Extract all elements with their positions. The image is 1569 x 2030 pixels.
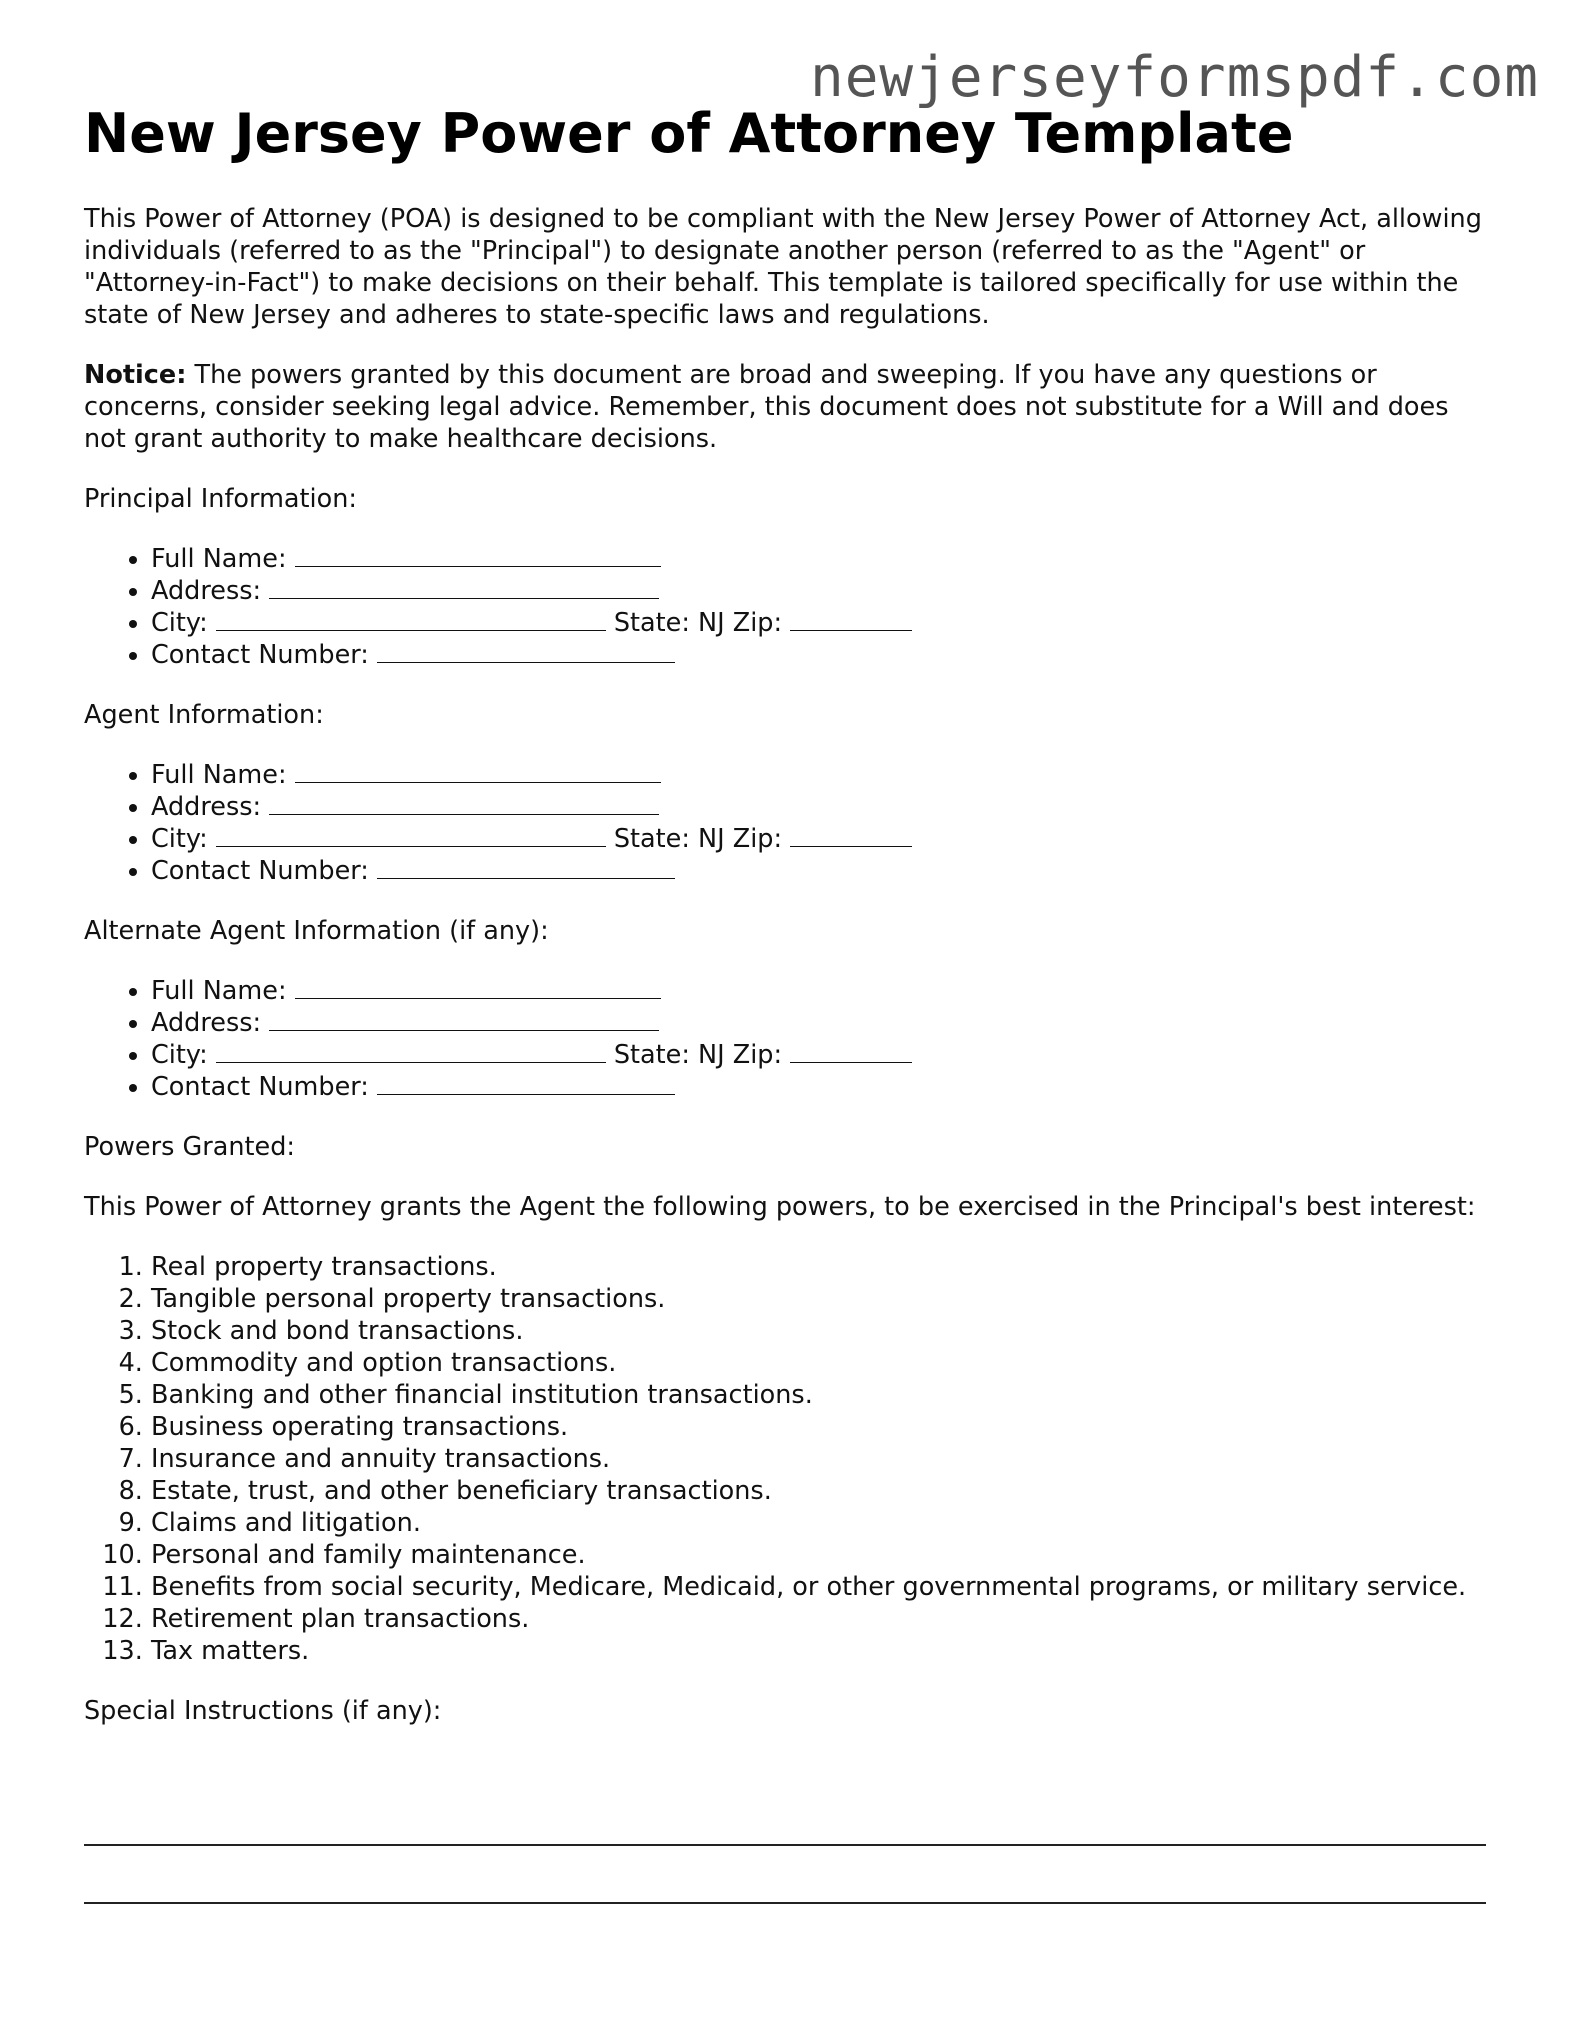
agent-full-name-blank[interactable] <box>295 760 661 783</box>
principal-city-item <box>151 607 1484 639</box>
alternate-contact-item <box>151 1071 1484 1103</box>
special-instructions-heading: Special Instructions (if any): <box>84 1696 442 1727</box>
alternate-full-name-blank[interactable] <box>295 976 661 999</box>
principal-address-blank[interactable] <box>269 576 659 599</box>
agent-zip-blank[interactable] <box>790 824 912 847</box>
watermark-text: newjerseyformspdf.com <box>809 45 1539 110</box>
alternate-agent-heading: Alternate Agent Information (if any): <box>84 916 549 947</box>
power-item: 11. Benefits from social security, Medicare, Medicaid, or other governmental programs, or military service. <box>151 1571 1484 1603</box>
power-item: 13. Tax matters. <box>151 1635 1484 1667</box>
agent-contact-blank[interactable] <box>377 856 675 879</box>
agent-address-blank[interactable] <box>269 792 659 815</box>
address-label: Address: <box>151 1008 262 1039</box>
document-page <box>84 104 1484 1755</box>
special-instructions-line-2[interactable] <box>84 1902 1486 1904</box>
page-title: New Jersey Power of Attorney Template <box>84 102 1294 165</box>
power-item: 7. Insurance and annuity transactions. <box>151 1443 1484 1475</box>
power-item: 2. Tangible personal property transactions. <box>151 1283 1484 1315</box>
full-name-label: Full Name: <box>151 544 287 575</box>
contact-label: Contact Number: <box>151 640 369 671</box>
agent-full-name-item <box>151 759 1484 791</box>
alternate-zip-blank[interactable] <box>790 1040 912 1063</box>
power-item: 6. Business operating transactions. <box>151 1411 1484 1443</box>
agent-contact-item <box>151 855 1484 887</box>
agent-city-blank[interactable] <box>216 824 606 847</box>
principal-full-name-blank[interactable] <box>295 544 661 567</box>
power-item: 8. Estate, trust, and other beneficiary transactions. <box>151 1475 1484 1507</box>
state-zip-label: State: NJ Zip: <box>613 1040 783 1071</box>
powers-list <box>84 1251 1484 1667</box>
principal-contact-item <box>151 639 1484 671</box>
principal-zip-blank[interactable] <box>790 608 912 631</box>
city-label: City: <box>151 1040 208 1071</box>
state-zip-label: State: NJ Zip: <box>613 608 783 639</box>
principal-full-name-item <box>151 543 1484 575</box>
contact-label: Contact Number: <box>151 1072 369 1103</box>
power-item: 1. Real property transactions. <box>151 1251 1484 1283</box>
power-item: 3. Stock and bond transactions. <box>151 1315 1484 1347</box>
agent-fields <box>84 759 1484 887</box>
address-label: Address: <box>151 576 262 607</box>
state-zip-label: State: NJ Zip: <box>613 824 783 855</box>
full-name-label: Full Name: <box>151 976 287 1007</box>
principal-contact-blank[interactable] <box>377 640 675 663</box>
city-label: City: <box>151 824 208 855</box>
alternate-city-item <box>151 1039 1484 1071</box>
power-item: 4. Commodity and option transactions. <box>151 1347 1484 1379</box>
powers-heading: Powers Granted: <box>84 1132 295 1163</box>
alternate-agent-fields <box>84 975 1484 1103</box>
power-item: 9. Claims and litigation. <box>151 1507 1484 1539</box>
powers-intro: This Power of Attorney grants the Agent the following powers, to be exercised in the Principal's best interest: <box>84 1192 1476 1223</box>
alternate-contact-blank[interactable] <box>377 1072 675 1095</box>
special-instructions-line-1[interactable] <box>84 1844 1486 1846</box>
contact-label: Contact Number: <box>151 856 369 887</box>
alternate-address-blank[interactable] <box>269 1008 659 1031</box>
principal-address-item <box>151 575 1484 607</box>
power-item: 10. Personal and family maintenance. <box>151 1539 1484 1571</box>
agent-heading: Agent Information: <box>84 700 324 731</box>
power-item: 5. Banking and other financial institution transactions. <box>151 1379 1484 1411</box>
agent-address-item <box>151 791 1484 823</box>
principal-city-blank[interactable] <box>216 608 606 631</box>
alternate-address-item <box>151 1007 1484 1039</box>
city-label: City: <box>151 608 208 639</box>
agent-city-item <box>151 823 1484 855</box>
principal-fields <box>84 543 1484 671</box>
notice-label: Notice: <box>84 360 187 391</box>
notice-paragraph <box>84 359 1484 455</box>
intro-paragraph: This Power of Attorney (POA) is designed to be compliant with the New Jersey Power of Attorney Act, allowing individuals (referred to as the "Principal") to designate another person (referred to as the "Agent" or "Attorney-in-Fact") to make decisions on their behalf. This template is tailored specifically for use within the state of New Jersey and adheres to state-specific laws and regulations. <box>84 204 1482 331</box>
principal-heading: Principal Information: <box>84 484 357 515</box>
notice-text: The powers granted by this document are broad and sweeping. If you have any questions or concerns, consider seeking legal advice. Remember, this document does not substitute for a Will and does not grant authority to make healthcare decisions. <box>84 360 1449 455</box>
full-name-label: Full Name: <box>151 760 287 791</box>
address-label: Address: <box>151 792 262 823</box>
alternate-full-name-item <box>151 975 1484 1007</box>
power-item: 12. Retirement plan transactions. <box>151 1603 1484 1635</box>
alternate-city-blank[interactable] <box>216 1040 606 1063</box>
